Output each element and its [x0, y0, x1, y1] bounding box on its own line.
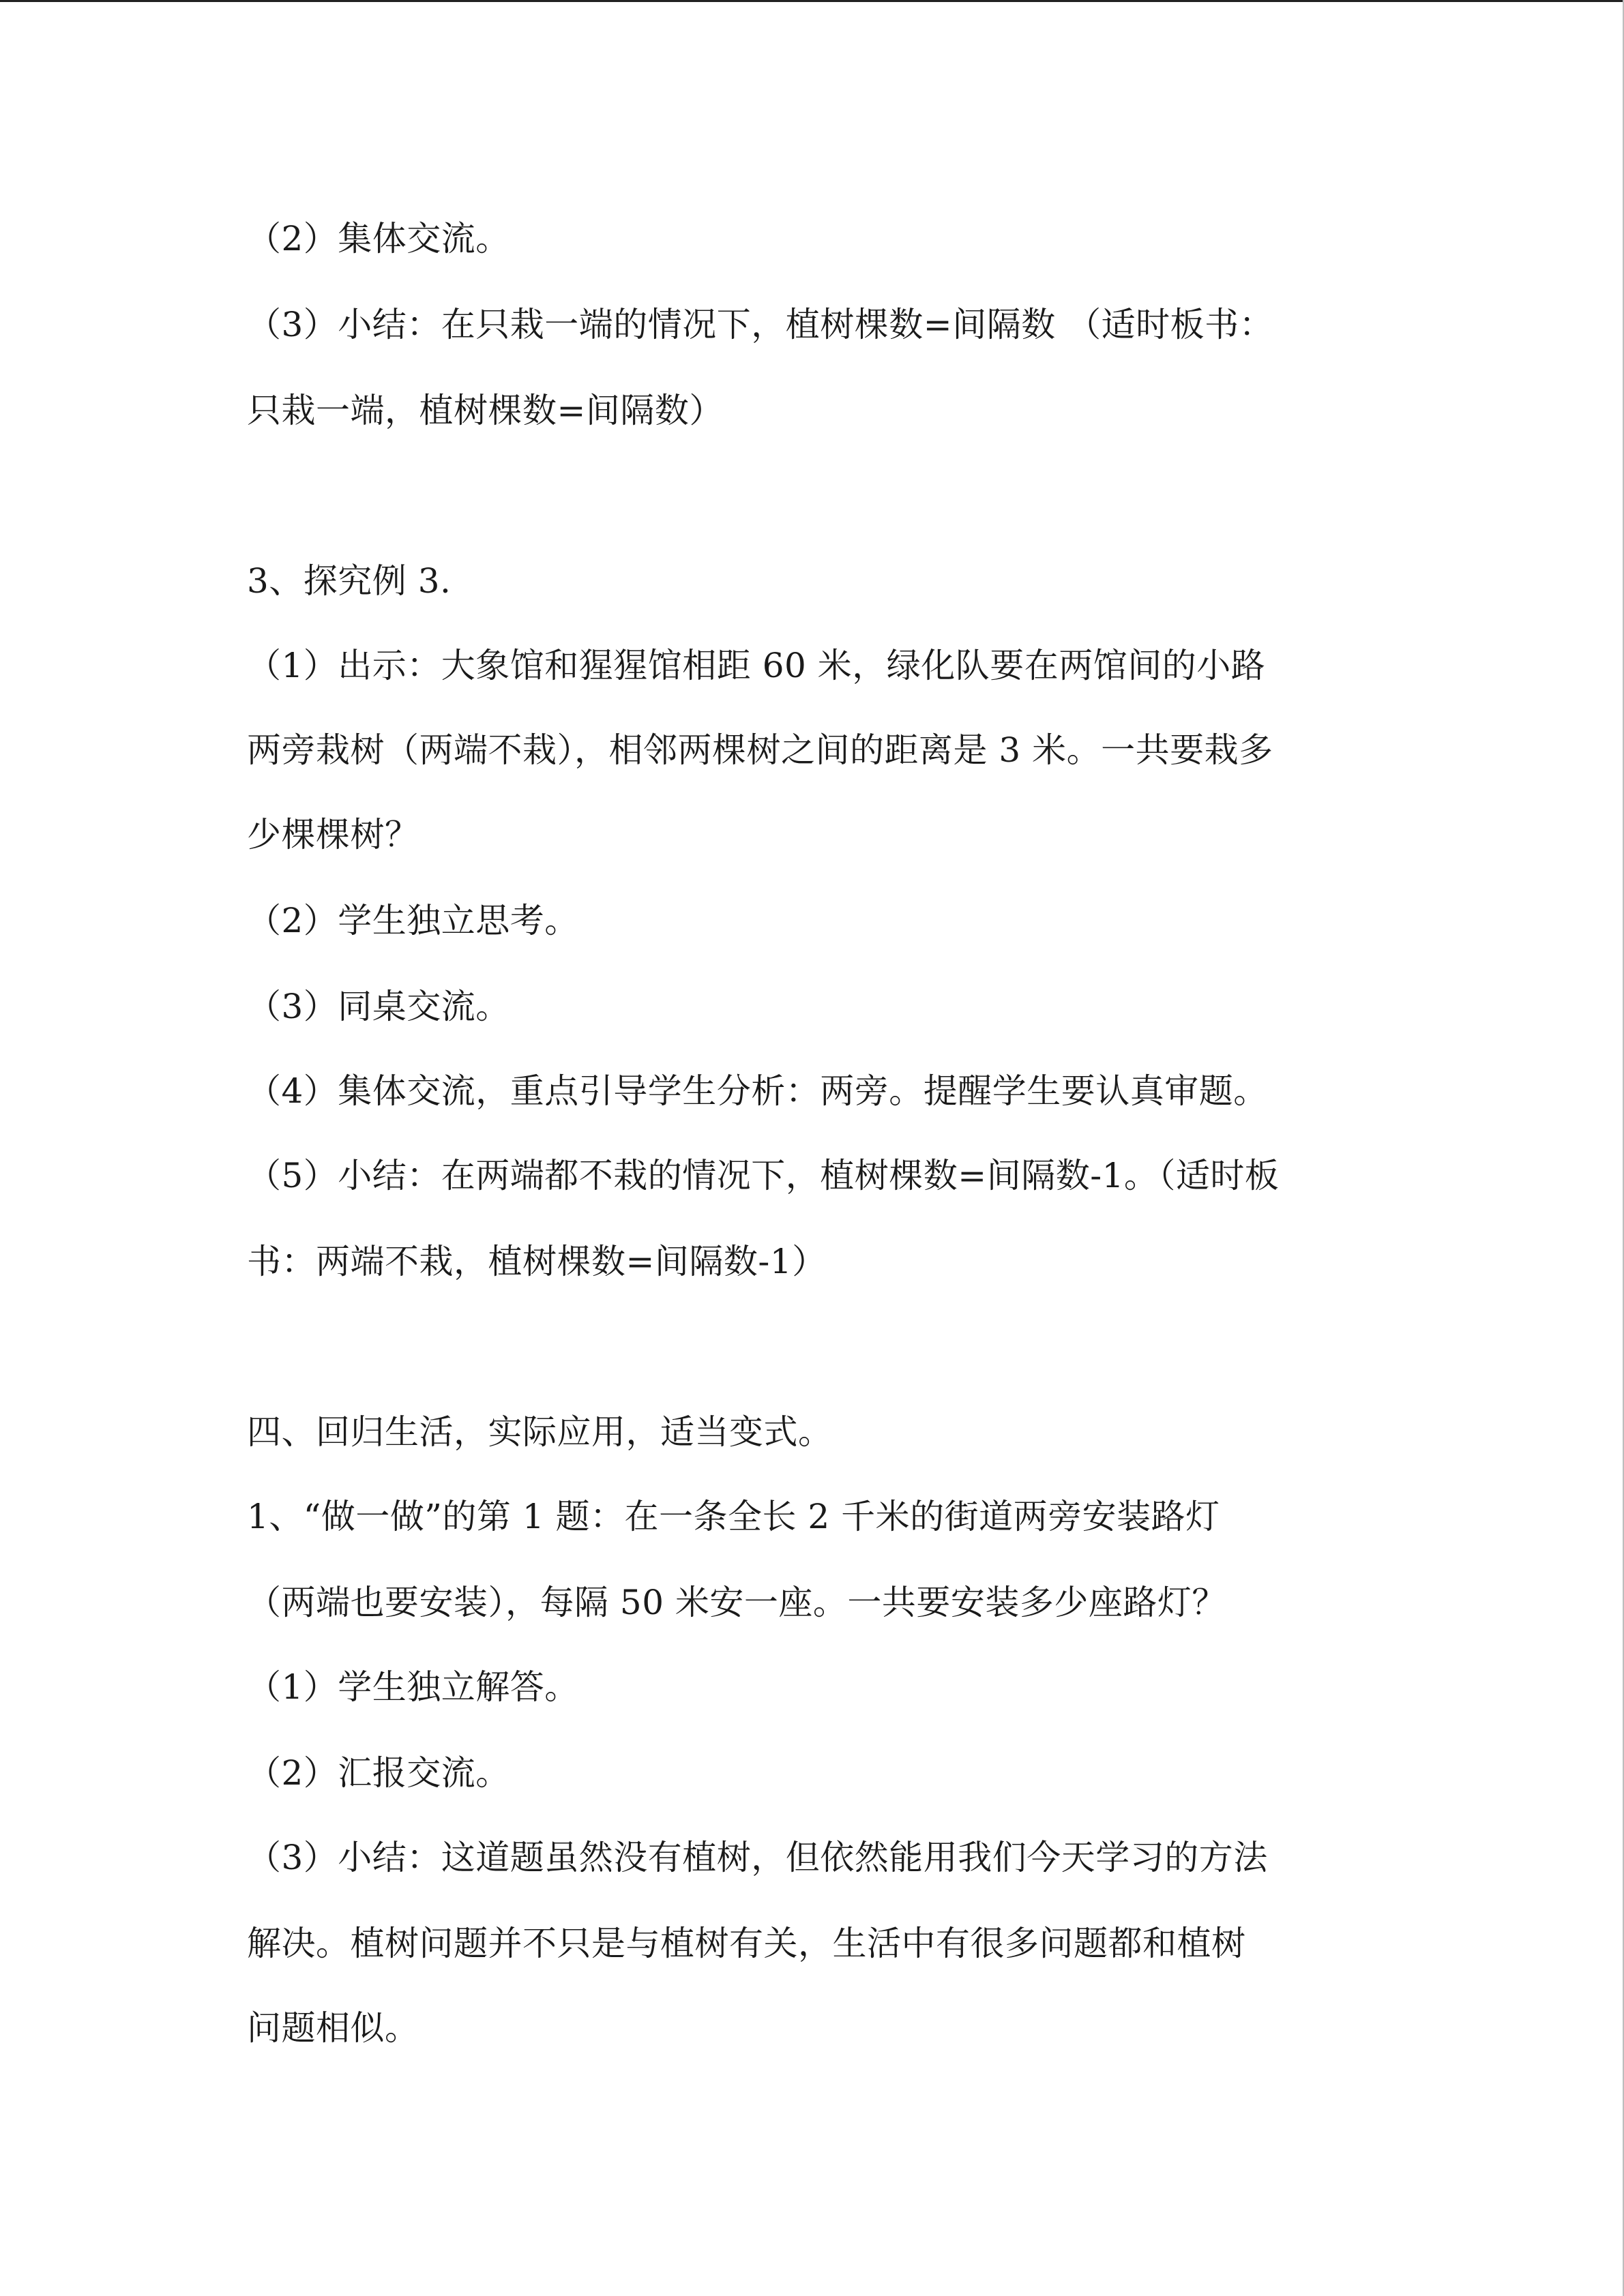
text-line-example-3-problem-cont: 两旁栽树（两端不栽），相邻两棵树之间的距离是 3 米。一共要栽多	[247, 730, 1273, 770]
text-line-report-exchange: （2）汇报交流。	[247, 1753, 510, 1793]
text-line-summary-one-end: （3）小结：在只栽一端的情况下，植树棵数=间隔数 （适时板书：	[247, 305, 1274, 344]
text-line-desk-exchange: （3）同桌交流。	[247, 987, 510, 1026]
text-line-summary-both-ends: （5）小结：在两端都不栽的情况下，植树棵数=间隔数-1。（适时板	[247, 1156, 1280, 1195]
text-line-summary-one-end-cont: 只栽一端，植树棵数=间隔数）	[247, 391, 724, 430]
text-line-summary-exercise-cont: 解决。植树问题并不只是与植树有关，生活中有很多问题都和植树	[247, 1924, 1246, 1963]
text-line-independent-thinking: （2）学生独立思考。	[247, 901, 579, 940]
text-line-independent-answer: （1）学生独立解答。	[247, 1667, 579, 1707]
text-line-example-3-problem-end: 少棵棵树？	[247, 815, 419, 854]
text-line-summary-both-ends-cont: 书：两端不栽，植树棵数=间隔数-1）	[247, 1242, 827, 1281]
text-line-group-analysis: （4）集体交流，重点引导学生分析：两旁。提醒学生要认真审题。	[247, 1071, 1268, 1111]
page-top-border	[0, 0, 1624, 2]
text-line-summary-exercise: （3）小结：这道题虽然没有植树，但依然能用我们今天学习的方法	[247, 1838, 1268, 1877]
section-heading-example-3: 3、探究例 3.	[247, 561, 452, 601]
text-line-exercise-1-cont: （两端也要安装），每隔 50 米安一座。一共要安装多少座路灯？	[247, 1583, 1226, 1622]
text-line-exercise-1: 1、“做一做”的第 1 题：在一条全长 2 千米的街道两旁安装路灯	[247, 1497, 1220, 1536]
text-line-summary-group-exchange: （2）集体交流。	[247, 219, 510, 258]
text-line-example-3-problem: （1）出示：大象馆和猩猩馆相距 60 米，绿化队要在两馆间的小路	[247, 646, 1266, 685]
text-line-summary-exercise-end: 问题相似。	[247, 2008, 419, 2048]
section-heading-part-4: 四、回归生活，实际应用，适当变式。	[247, 1412, 833, 1452]
